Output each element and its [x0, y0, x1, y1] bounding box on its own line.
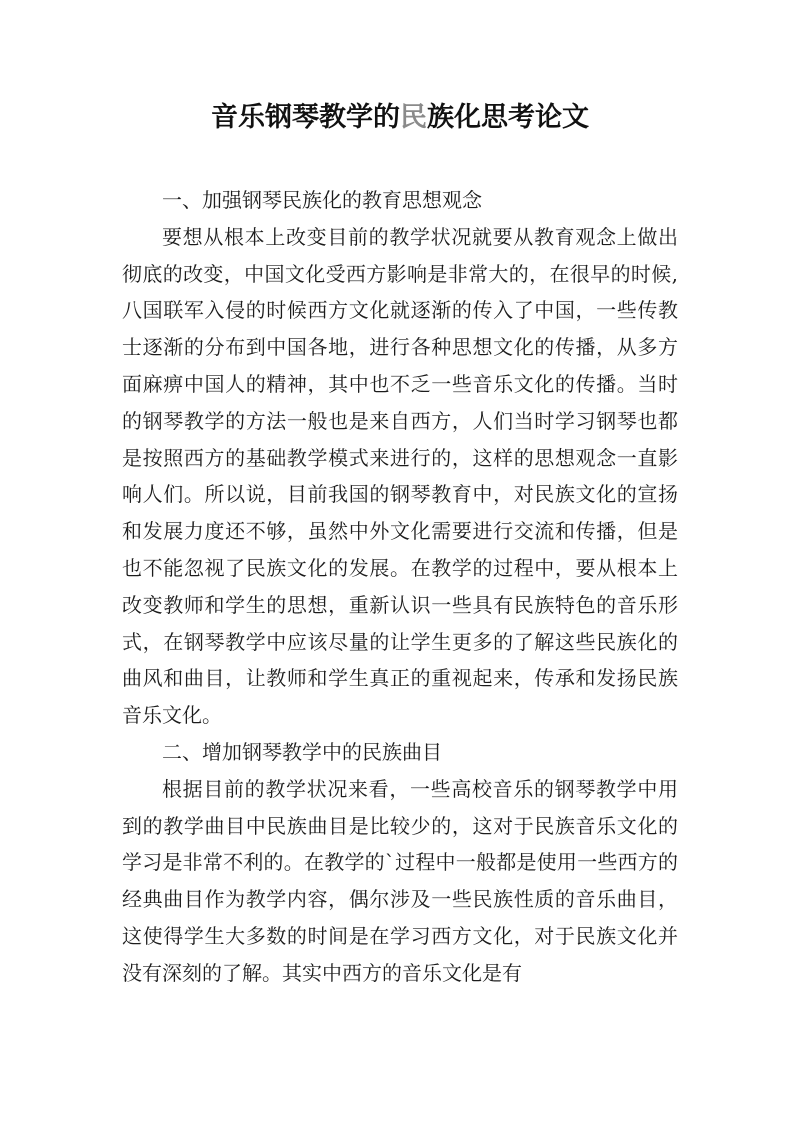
- section-2-paragraph: 根据目前的教学状况来看，一些高校音乐的钢琴教学中用到的教学曲目中民族曲目是比较少的，这对于民族音乐文化的学习是非常不利的。在教学的`过程中一般都是使用一些西方的经典曲目作为教学内容，偶尔涉及一些民族性质的音乐曲目，这使得学生大多数的时间是在学习西方文化，对于民族文化并没有深刻的了解。其实中西方的音乐文化是有: [122, 776, 678, 985]
- section-2-heading: 二、增加钢琴教学中的民族曲目: [162, 739, 442, 764]
- document-title: [0, 98, 800, 138]
- title-text-start: 音乐钢琴教学的: [211, 102, 400, 133]
- section-1-paragraph: 要想从根本上改变目前的教学状况就要从教育观念上做出彻底的改变，中国文化受西方影响是非常大的，在很早的时候,八国联军入侵的时候西方文化就逐渐的传入了中国，一些传教士逐渐的分布到中国各地，进行各种思想文化的传播，从多方面麻痹中国人的精神，其中也不乏一些音乐文化的传播。当时的钢琴教学的方法一般也是来自西方，人们当时学习钢琴也都是按照西方的基础教学模式来进行的，这样的思想观念一直影响人们。所以说，目前我国的钢琴教育中，对民族文化的宣扬和发展力度还不够，虽然中外文化需要进行交流和传播，但是也不能忽视了民族文化的发展。在教学的过程中，要从根本上改变教师和学生的思想，重新认识一些具有民族特色的音乐形式，在钢琴教学中应该尽量的让学生更多的了解这些民族化的曲风和曲目，让教师和学生真正的重视起来，传承和发扬民族音乐文化。: [122, 224, 678, 728]
- section-1-heading: 一、加强钢琴民族化的教育思想观念: [162, 188, 482, 212]
- document-body: [122, 182, 678, 992]
- title-highlighted-char: 民: [400, 102, 427, 133]
- title-text-end: 族化思考论文: [427, 102, 589, 133]
